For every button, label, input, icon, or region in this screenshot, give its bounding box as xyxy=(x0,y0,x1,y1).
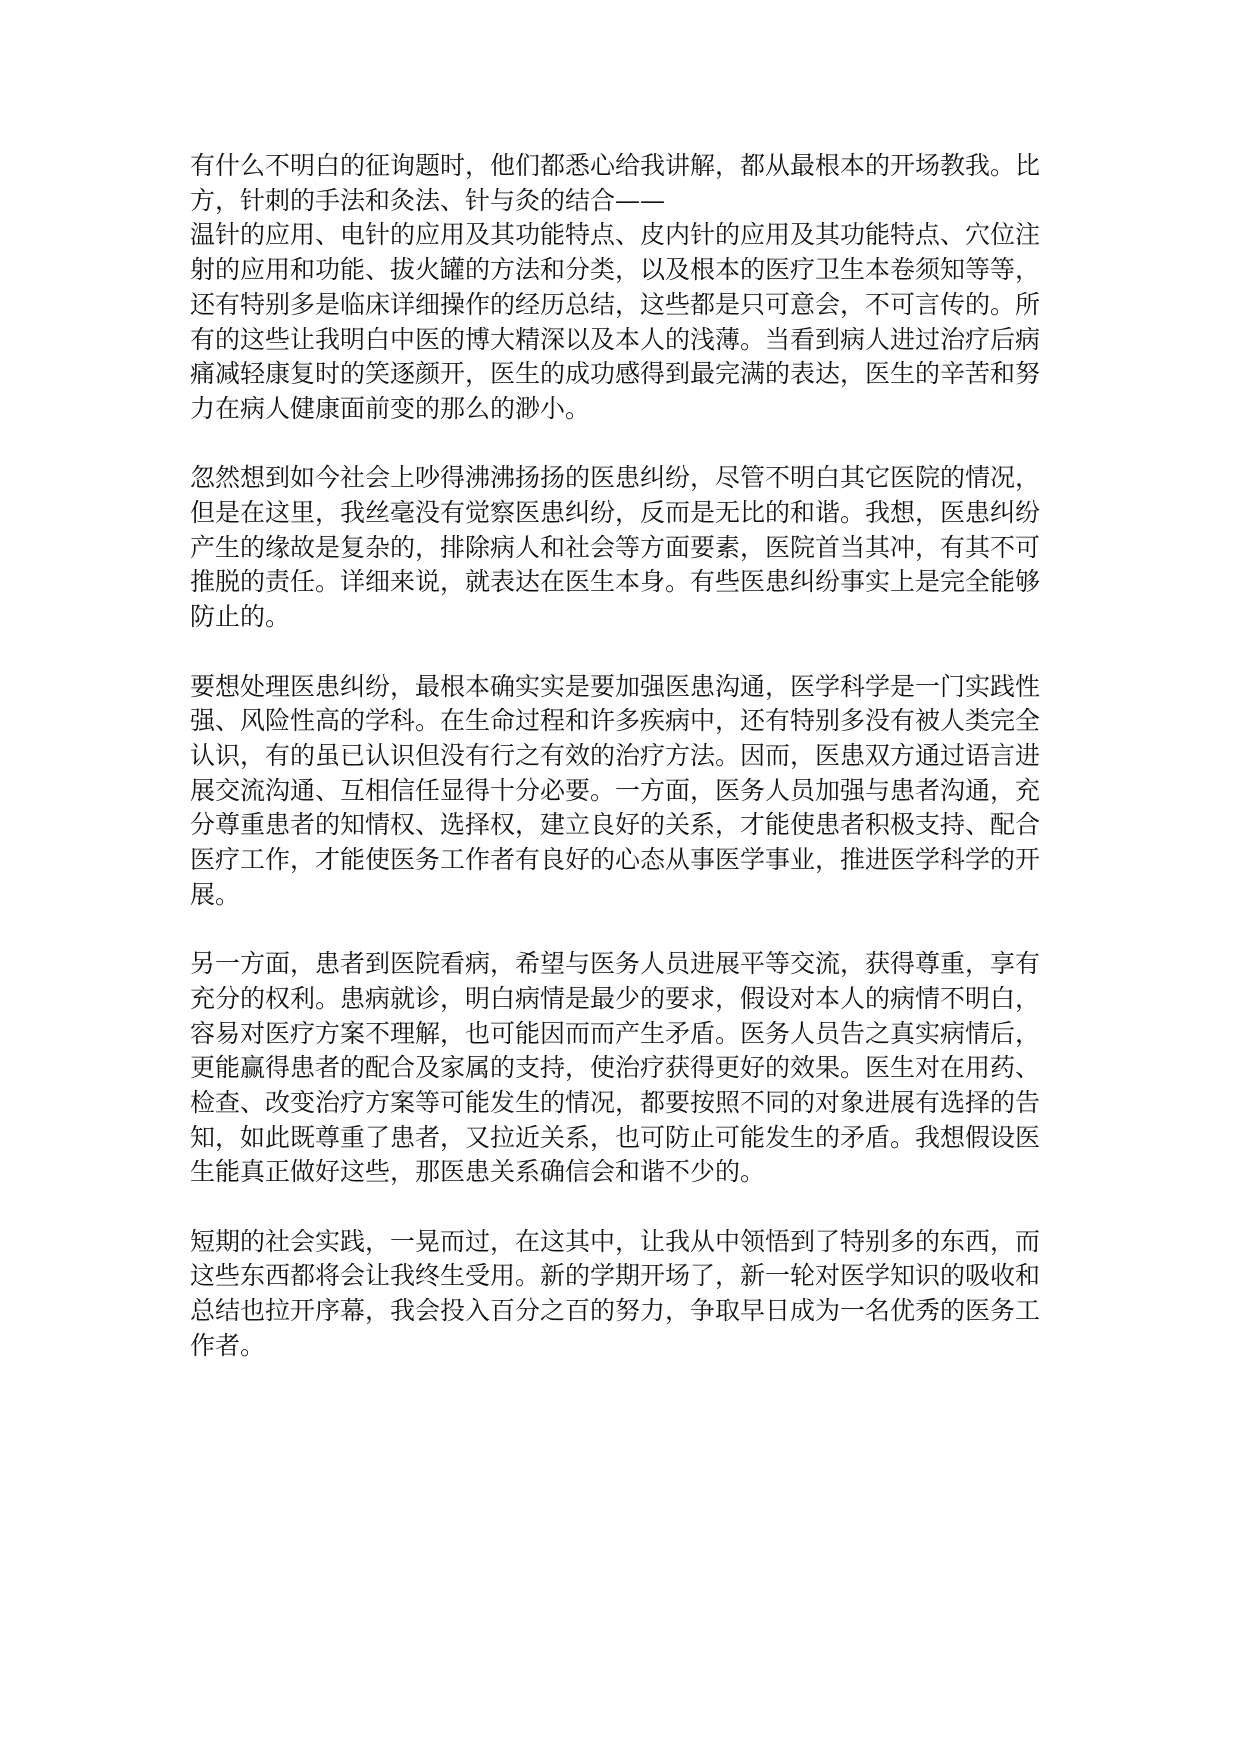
paragraph xyxy=(190,670,1050,913)
paragraph xyxy=(190,1225,1050,1364)
text-line: 强、风险性高的学科。在生命过程和许多疾病中，还有特别多没有被人类完全 xyxy=(190,706,1041,736)
text-line: 另一方面，患者到医院看病，希望与医务人员进展平等交流，获得尊重，享有 xyxy=(190,949,1041,979)
text-line: 认识，有的虽已认识但没有行之有效的治疗方法。因而，医患双方通过语言进 xyxy=(190,740,1041,770)
text-line: 方，针刺的手法和灸法、针与灸的结合—— xyxy=(190,185,666,215)
text-line: 知，如此既尊重了患者，又拉近关系，也可防止可能发生的矛盾。我想假设医 xyxy=(190,1122,1041,1152)
paragraph xyxy=(190,947,1050,1190)
text-line: 产生的缘故是复杂的，排除病人和社会等方面要素，医院首当其冲，有其不可 xyxy=(190,532,1041,562)
text-line: 还有特别多是临床详细操作的经历总结，这些都是只可意会，不可言传的。所 xyxy=(190,289,1041,319)
text-line: 更能赢得患者的配合及家属的支持，使治疗获得更好的效果。医生对在用药、 xyxy=(190,1053,1041,1083)
text-line: 有什么不明白的征询题时，他们都悉心给我讲解，都从最根本的开场教我。比 xyxy=(190,151,1041,180)
text-line: 短期的社会实践，一晃而过，在这其中，让我从中领悟到了特别多的东西，而 xyxy=(190,1226,1041,1256)
text-line: 检查、改变治疗方案等可能发生的情况，都要按照不同的对象进展有选择的告 xyxy=(190,1087,1041,1117)
paragraph xyxy=(190,149,1050,427)
text-line: 总结也拉开序幕，我会投入百分之百的努力，争取早日成为一名优秀的医务工 xyxy=(190,1296,1041,1326)
text-line: 力在病人健康面前变的那么的渺小。 xyxy=(190,393,591,423)
text-line: 这些东西都将会让我终生受用。新的学期开场了，新一轮对医学知识的吸收和 xyxy=(190,1261,1041,1291)
text-line: 忽然想到如今社会上吵得沸沸扬扬的医患纠纷，尽管不明白其它医院的情况， xyxy=(190,463,1041,493)
text-line: 推脱的责任。详细来说，就表达在医生本身。有些医患纠纷事实上是完全能够 xyxy=(190,567,1041,597)
document-body xyxy=(190,149,1050,1398)
text-line: 作者。 xyxy=(190,1330,266,1360)
text-line: 容易对医疗方案不理解，也可能因而而产生矛盾。医务人员告之真实病情后， xyxy=(190,1018,1041,1048)
text-line: 有的这些让我明白中医的博大精深以及本人的浅薄。当看到病人进过治疗后病 xyxy=(190,324,1041,354)
text-line: 展。 xyxy=(190,879,241,909)
text-line: 防止的。 xyxy=(190,602,291,632)
text-line: 分尊重患者的知情权、选择权，建立良好的关系，才能使患者积极支持、配合 xyxy=(190,810,1041,840)
text-line: 射的应用和功能、拔火罐的方法和分类，以及根本的医疗卫生本卷须知等等， xyxy=(190,255,1041,285)
text-line: 充分的权利。患病就诊，明白病情是最少的要求，假设对本人的病情不明白， xyxy=(190,983,1041,1013)
text-line: 生能真正做好这些，那医患关系确信会和谐不少的。 xyxy=(190,1157,766,1187)
paragraph xyxy=(190,461,1050,635)
text-line: 要想处理医患纠纷，最根本确实实是要加强医患沟通，医学科学是一门实践性 xyxy=(190,671,1041,701)
text-line: 医疗工作，才能使医务工作者有良好的心态从事医学事业，推进医学科学的开 xyxy=(190,845,1041,875)
text-line: 温针的应用、电针的应用及其功能特点、皮内针的应用及其功能特点、穴位注 xyxy=(190,220,1041,250)
text-line: 但是在这里，我丝毫没有觉察医患纠纷，反而是无比的和谐。我想，医患纠纷 xyxy=(190,498,1041,528)
text-line: 展交流沟通、互相信任显得十分必要。一方面，医务人员加强与患者沟通，充 xyxy=(190,775,1041,805)
text-line: 痛减轻康复时的笑逐颜开，医生的成功感得到最完满的表达，医生的辛苦和努 xyxy=(190,359,1041,389)
